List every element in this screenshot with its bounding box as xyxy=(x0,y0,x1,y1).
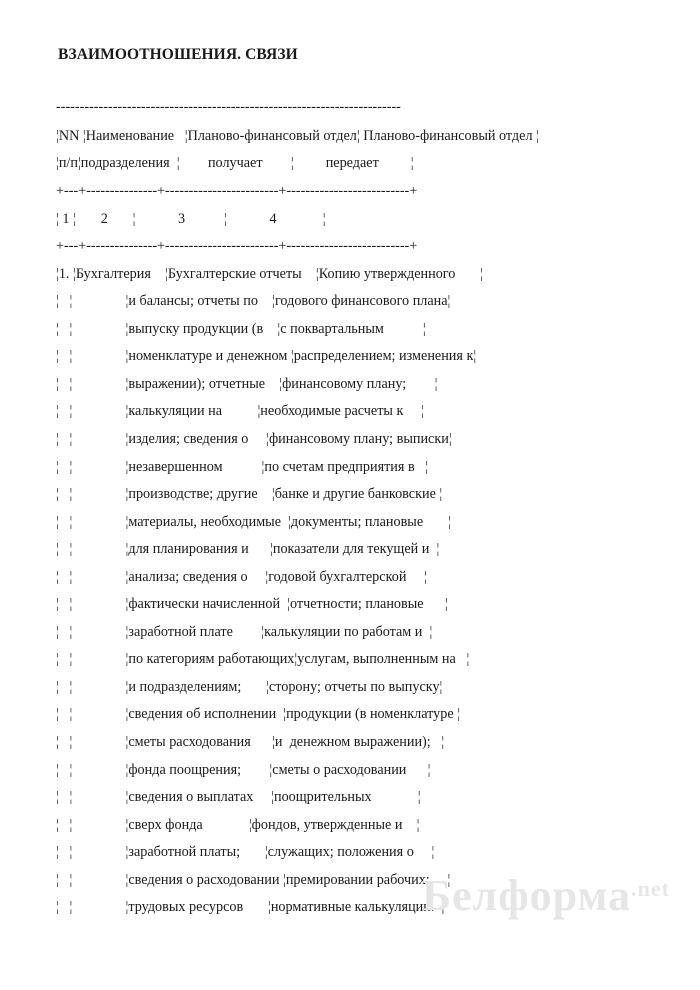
table-line: ¦ ¦ ¦материалы, необходимые ¦документы; плановые ¦ xyxy=(56,513,451,530)
table-line: ¦ ¦ ¦для планирования и ¦показатели для текущей и ¦ xyxy=(56,541,440,558)
table-line: ¦ ¦ ¦производстве; другие ¦банке и другие банковские ¦ xyxy=(56,486,443,503)
table-line: ¦1. ¦Бухгалтерия ¦Бухгалтерские отчеты ¦Копию утвержденного ¦ xyxy=(56,265,484,282)
watermark-suffix: .net xyxy=(631,876,670,901)
table-line: +---+---------------+------------------------+--------------------------+ xyxy=(56,183,418,199)
table-line: ¦ ¦ ¦и балансы; отчеты по ¦годового финансового плана¦ xyxy=(56,293,451,310)
table-line: ¦ ¦ ¦сведения об исполнении ¦продукции (в номенклатуре ¦ xyxy=(56,706,461,723)
table-line: ¦ ¦ ¦изделия; сведения о ¦финансовому плану; выписки¦ xyxy=(56,430,452,447)
table-line: ¦п/п¦подразделения ¦ получает ¦ передает ¦ xyxy=(56,155,414,171)
table-line: ¦ ¦ ¦выражении); отчетные ¦финансовому плану; ¦ xyxy=(56,375,438,392)
table-line: ¦ ¦ ¦сметы расходования ¦и денежном выражении); ¦ xyxy=(56,734,445,750)
table-top-rule: ------------------------------------------------------------------------- xyxy=(56,99,401,115)
table-line: ¦ ¦ ¦калькуляции на ¦необходимые расчеты к ¦ xyxy=(56,403,424,420)
table-line: ¦ ¦ ¦анализа; сведения о ¦годовой бухгалтерской ¦ xyxy=(56,568,428,585)
table-line: ¦ ¦ ¦трудовых ресурсов ¦нормативные калькуляции. ¦ xyxy=(56,899,445,916)
table-line: ¦ ¦ ¦сверх фонда ¦фондов, утвержденные и ¦ xyxy=(56,816,420,833)
document-title: ВЗАИМООТНОШЕНИЯ. СВЯЗИ xyxy=(58,46,298,63)
table-line: ¦ ¦ ¦выпуску продукции (в ¦с поквартальным ¦ xyxy=(56,320,426,337)
table-line: ¦ ¦ ¦и подразделениям; ¦сторону; отчеты по выпуску¦ xyxy=(56,678,443,695)
table-line: ¦ ¦ ¦заработной плате ¦калькуляции по работам и ¦ xyxy=(56,623,433,640)
table-line: ¦ ¦ ¦сведения о выплатах ¦поощрительных ¦ xyxy=(56,789,421,806)
table-line: ¦ ¦ ¦заработной платы; ¦служащих; положения о ¦ xyxy=(56,844,435,861)
table-line: ¦ ¦ ¦сведения о расходовании ¦премировании рабочих; ¦ xyxy=(56,871,451,888)
table-line: ¦ ¦ ¦фактически начисленной ¦отчетности; плановые ¦ xyxy=(56,596,448,613)
watermark xyxy=(422,870,670,921)
table-line: ¦ ¦ ¦номенклатуре и денежном ¦распределением; изменения к¦ xyxy=(56,348,477,365)
table-line: ¦NN ¦Наименование ¦Планово-финансовый отдел¦ Планово-финансовый отдел ¦ xyxy=(56,128,539,144)
table-line: ¦ ¦ ¦по категориям работающих¦услугам, выполненным на ¦ xyxy=(56,651,470,668)
table-line: ¦ ¦ ¦незавершенном ¦по счетам предприятия в ¦ xyxy=(56,458,429,475)
table-line: ¦ ¦ ¦фонда поощрения; ¦сметы о расходовании ¦ xyxy=(56,761,431,778)
table-line: +---+---------------+------------------------+--------------------------+ xyxy=(56,238,418,255)
watermark-text: Белформа xyxy=(421,871,632,920)
table-line: ¦ 1 ¦ 2 ¦ 3 ¦ 4 ¦ xyxy=(56,210,326,227)
